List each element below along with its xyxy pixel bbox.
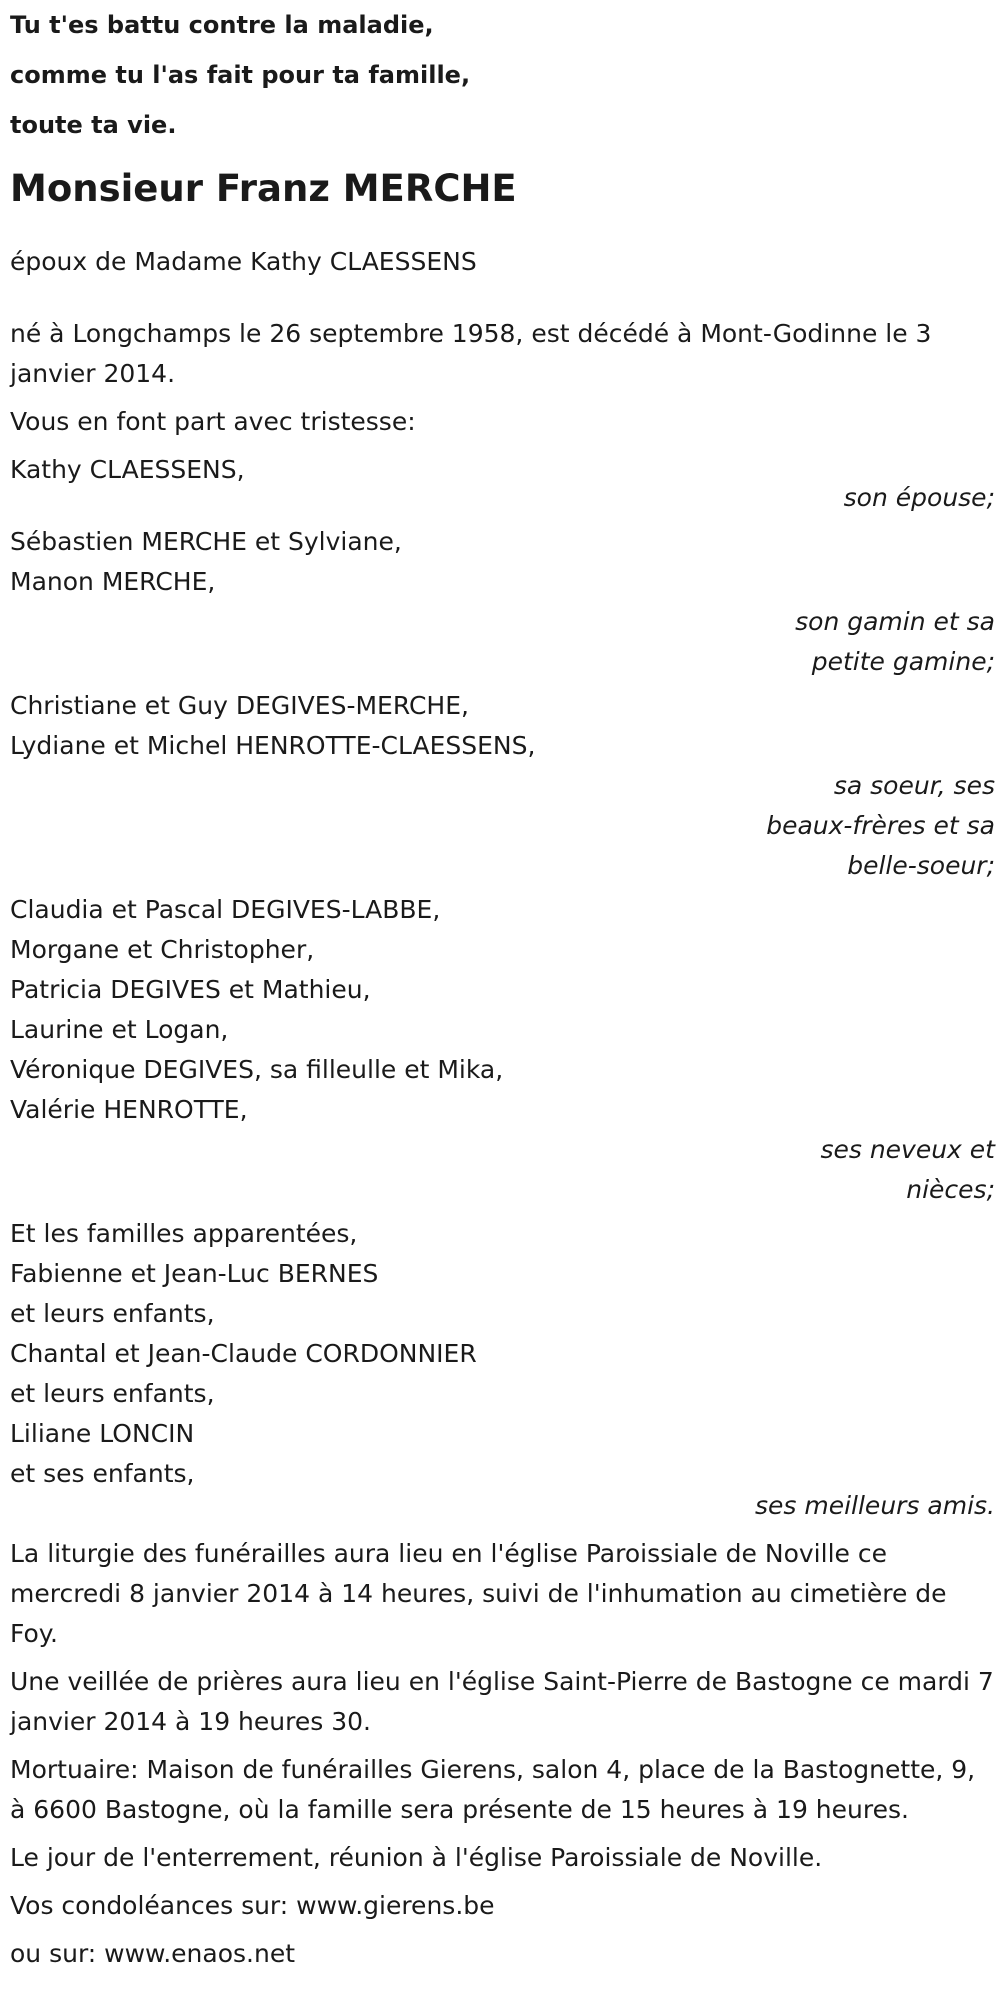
epitaph-line: comme tu l'as fait pour ta famille, — [10, 61, 471, 89]
family-role: son épouse; — [843, 483, 995, 512]
family-member: Lydiane et Michel HENROTTE-CLAESSENS, — [10, 731, 536, 760]
family-member: Laurine et Logan, — [10, 1015, 229, 1044]
family-member: Et les familles apparentées, — [10, 1219, 358, 1248]
family-member: Véronique DEGIVES, sa filleulle et Mika, — [10, 1055, 504, 1084]
condolences-link-2[interactable]: ou sur: www.enaos.net — [10, 1939, 295, 1968]
deceased-name: Monsieur Franz MERCHE — [10, 167, 517, 210]
family-member: et leurs enfants, — [10, 1299, 215, 1328]
family-role: sa soeur, ses beaux-frères et sa belle-soeur; — [766, 771, 995, 880]
family-member: Kathy CLAESSENS, — [10, 455, 245, 484]
family-member: Manon MERCHE, — [10, 567, 216, 596]
family-member: Morgane et Christopher, — [10, 935, 315, 964]
family-role: son gamin et sa petite gamine; — [795, 607, 995, 676]
family-member: Valérie HENROTTE, — [10, 1095, 248, 1124]
family-member: Christiane et Guy DEGIVES-MERCHE, — [10, 691, 469, 720]
family-group — [10, 890, 995, 1210]
family-member: et ses enfants, — [10, 1459, 195, 1488]
family-member: Claudia et Pascal DEGIVES-LABBE, — [10, 895, 441, 924]
epitaph — [10, 0, 995, 150]
announcement: Vous en font part avec tristesse: — [10, 407, 416, 436]
family-member: Liliane LONCIN — [10, 1419, 195, 1448]
family-group — [10, 686, 995, 886]
family-member: Fabienne et Jean-Luc BERNES — [10, 1259, 379, 1288]
meeting-info: Le jour de l'enterrement, réunion à l'église Paroissiale de Noville. — [10, 1843, 823, 1872]
family-member: Sébastien MERCHE et Sylviane, — [10, 527, 402, 556]
funeral-info: La liturgie des funérailles aura lieu en l'église Paroissiale de Noville ce mercredi 8 janvier 2014 à 14 heures, suivi de l'inhumation au cimetière de Foy. — [10, 1539, 947, 1648]
family-group — [10, 450, 995, 518]
birth-death-line: né à Longchamps le 26 septembre 1958, est décédé à Mont-Godinne le 3 janvier 2014. — [10, 319, 932, 388]
family-role: ses neveux et nièces; — [820, 1135, 995, 1204]
family-member: Patricia DEGIVES et Mathieu, — [10, 975, 371, 1004]
epitaph-line: toute ta vie. — [10, 111, 177, 139]
condolences-link-1[interactable]: Vos condoléances sur: www.gierens.be — [10, 1891, 495, 1920]
spouse-line: époux de Madame Kathy CLAESSENS — [10, 247, 477, 276]
family-group — [10, 1214, 995, 1526]
family-group — [10, 522, 995, 682]
vigil-info: Une veillée de prières aura lieu en l'église Saint-Pierre de Bastogne ce mardi 7 janvier 2014 à 19 heures 30. — [10, 1667, 994, 1736]
family-member: Chantal et Jean-Claude CORDONNIER — [10, 1339, 477, 1368]
mortuary-info: Mortuaire: Maison de funérailles Gierens, salon 4, place de la Bastognette, 9, à 6600 Bastogne, où la famille sera présente de 15 heures à 19 heures. — [10, 1755, 976, 1824]
family-role: ses meilleurs amis. — [754, 1491, 995, 1520]
obituary-page — [10, 0, 995, 1974]
family-member: et leurs enfants, — [10, 1379, 215, 1408]
epitaph-line: Tu t'es battu contre la maladie, — [10, 11, 434, 39]
